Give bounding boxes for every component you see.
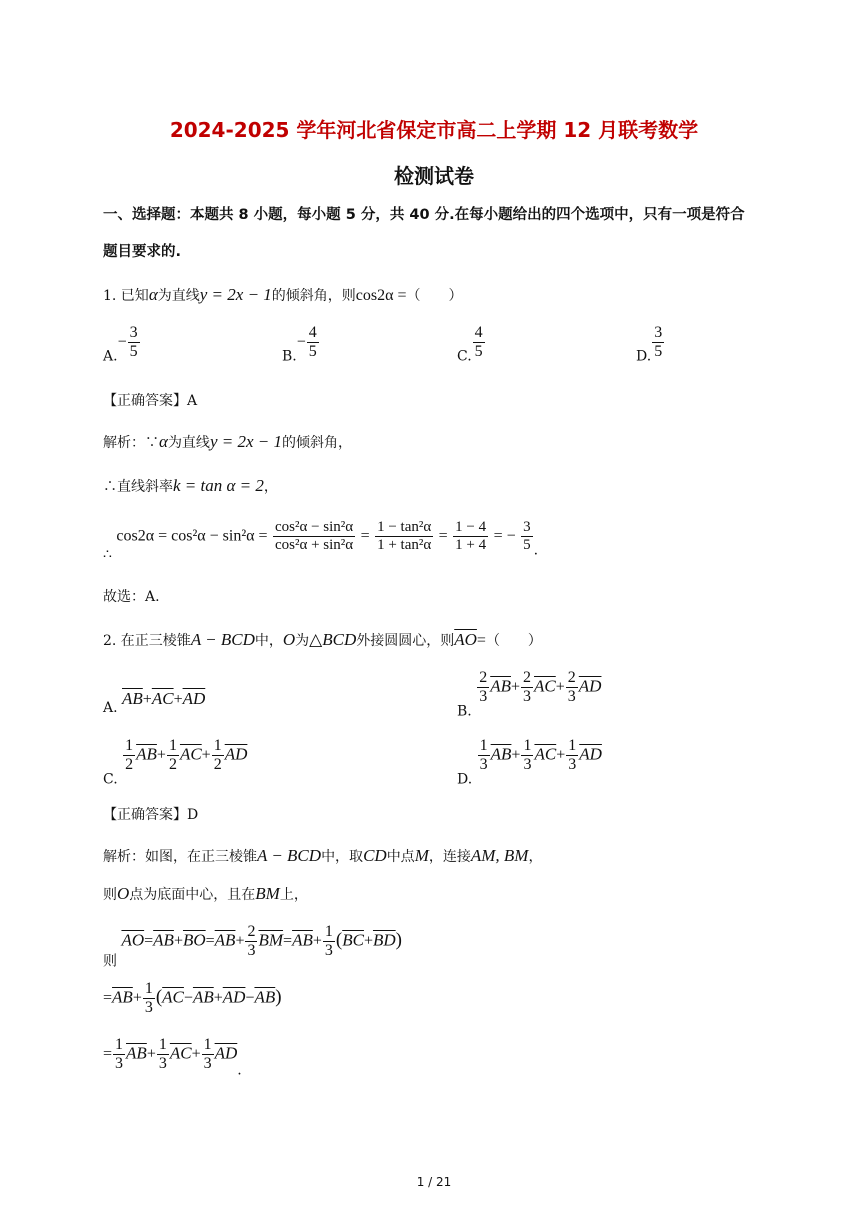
q2-c-den-1: 2 — [125, 756, 134, 773]
q2-option-b-label: B. — [457, 703, 472, 720]
q1-option-c — [457, 325, 486, 365]
q1-option-d-num: 3 — [654, 324, 663, 341]
q2-a-ad: $\overline{AD}$ — [182, 689, 206, 708]
q1-sol1-d: 的倾斜角， — [281, 435, 352, 451]
q2-pyramid: A − BCD — [190, 630, 255, 649]
q2-d-den-3: 3 — [568, 756, 577, 773]
q2-sol3-three-2: 3 — [324, 942, 333, 959]
q2-d-coef-3: 1 — [568, 737, 577, 754]
q1-cos2a: cos2α = — [355, 287, 407, 304]
q2-sol3-then: 则 — [103, 953, 117, 970]
q2-b-coef-2: 2 — [523, 669, 532, 686]
q1-sol3-eq-2: = — [438, 527, 448, 545]
q2-sol2-c: 上， — [279, 887, 308, 903]
q2-sol5-plus-2: + — [191, 1045, 201, 1063]
q1-stem-text-c: 的倾斜角，则 — [271, 288, 356, 304]
q2-option-d — [457, 738, 602, 788]
q2-sol3-bc: $\overline{BC}$ — [342, 930, 364, 950]
q2-option-b — [457, 670, 601, 720]
q2-sol3-bm: $\overline{BM}$ — [258, 930, 284, 950]
q2-sol4-three: 3 — [144, 999, 153, 1016]
q2-sol3-ab-3: $\overline{AB}$ — [292, 930, 313, 950]
q2-c-coef-1: 1 — [125, 737, 134, 754]
q1-solution-line-1 — [103, 432, 352, 452]
q1-sol3-f3-num: 1 − 4 — [455, 519, 487, 535]
q2-a-plus-2: + — [173, 691, 183, 708]
q2-solution-line-2 — [103, 884, 308, 904]
q1-sol3-neg: = − — [493, 527, 516, 545]
q2-sol3-plus-1: + — [173, 932, 183, 950]
q2-sol1-d: ，连接 — [428, 849, 471, 865]
q1-sol2-a: ∴直线斜率 — [103, 479, 173, 495]
q1-line-equation: y = 2x − 1 — [199, 285, 272, 304]
q2-sol4-eq: = — [103, 989, 113, 1007]
q2-sol3-two: 2 — [247, 923, 256, 940]
q1-sol3-f1-num: cos²α − sin²α — [274, 519, 354, 535]
q2-a-ab: $\overline{AB}$ — [122, 689, 143, 708]
q2-b-ac: $\overline{AC}$ — [534, 676, 556, 696]
q2-sol2-a: 则 — [103, 887, 117, 903]
q2-sol1-m: M — [414, 846, 429, 865]
q2-sol2-b: 点为底面中心，且在 — [129, 887, 256, 903]
q2-sol1-cd: CD — [363, 846, 387, 865]
q2-sol3-plus-4: + — [363, 932, 373, 950]
q2-b-den-2: 3 — [523, 688, 532, 705]
q2-sol5-ad: $\overline{AD}$ — [214, 1043, 238, 1063]
q1-answer: 【正确答案】A — [103, 393, 198, 409]
q2-b-den-1: 3 — [479, 688, 488, 705]
q2-sol5-one-1: 1 — [115, 1036, 124, 1053]
q1-sol3-f2-num: 1 − tan²α — [377, 519, 432, 535]
q1-option-b — [282, 325, 320, 365]
q2-sol5-plus-1: + — [146, 1045, 156, 1063]
q1-option-d-label: D. — [636, 348, 652, 365]
q1-sol3-lhs: cos2α = cos²α − sin²α = — [116, 527, 268, 545]
q2-sol5-one-2: 1 — [158, 1036, 167, 1053]
q2-sol3-rp: ) — [395, 929, 402, 951]
q2-a-plus-1: + — [142, 691, 152, 708]
q2-sol5-three-3: 3 — [203, 1055, 212, 1072]
q2-d-coef-2: 1 — [523, 737, 532, 754]
q2-b-plus-1: + — [510, 678, 521, 696]
q2-sol4-plus-2: + — [213, 989, 223, 1007]
q2-sol1-a: 解析：如图，在正三棱锥 — [103, 849, 257, 865]
q2-sol1-ambm: AM, BM — [470, 846, 529, 865]
q1-sol2-eq: k = tan α = 2 — [173, 476, 264, 495]
q2-sol3-plus-3: + — [312, 932, 322, 950]
q2-c-ab: $\overline{AB}$ — [136, 744, 157, 764]
section-heading: 一、选择题：本题共 8 小题，每小题 5 分，共 40 分.在每小题给出的四个选项中，只有一项是符合 — [103, 207, 745, 223]
q2-d-plus-2: + — [556, 746, 566, 764]
q1-sol2-b: ， — [263, 479, 278, 495]
q1-sol1-a: 解析：∵ — [103, 435, 159, 451]
q1-option-a-label: A. — [103, 348, 118, 365]
q2-sol4-ac: $\overline{AC}$ — [162, 987, 184, 1007]
q2-sol4-lp: ( — [155, 986, 163, 1008]
q2-option-a-label: A. — [103, 700, 118, 716]
q2-sol3-bd: $\overline{BD}$ — [372, 930, 396, 950]
q2-c-coef-2: 1 — [168, 737, 177, 754]
q2-sol4-ad: $\overline{AD}$ — [222, 987, 246, 1007]
q1-option-b-label: B. — [282, 348, 297, 365]
q2-solution-line-1 — [103, 846, 542, 866]
q1-sol3-r-den: 5 — [523, 537, 531, 553]
q2-answer: 【正确答案】D — [103, 807, 199, 823]
q1-alpha: α — [148, 285, 158, 304]
q1-option-a-num: 3 — [129, 324, 138, 341]
q2-c-ac: $\overline{AC}$ — [179, 744, 202, 764]
q2-stem-a: 2. 在正三棱锥 — [103, 633, 191, 649]
document-title: 2024-2025 学年河北省保定市高二上学期 12 月联考数学 — [169, 118, 699, 142]
q1-paren: （ ） — [406, 288, 463, 304]
q2-sol3-eq-1: = — [144, 932, 154, 950]
q2-sol1-e: ， — [528, 849, 543, 865]
q1-option-d — [636, 325, 665, 365]
q1-option-c-num: 4 — [474, 324, 483, 341]
q2-c-plus-1: + — [156, 746, 166, 764]
q1-sol1-c: 为直线 — [167, 435, 210, 451]
q2-c-den-2: 2 — [168, 756, 177, 773]
q2-sol5-three-1: 3 — [115, 1055, 124, 1072]
q2-sol5-one-3: 1 — [203, 1036, 212, 1053]
q2-c-ad: $\overline{AD}$ — [224, 744, 248, 764]
q1-solution-line-3 — [103, 520, 538, 563]
q2-b-ab: $\overline{AB}$ — [490, 676, 511, 696]
q1-sol3-dot: . — [533, 542, 539, 559]
q1-sol1-alpha: α — [159, 432, 168, 451]
q2-sol1-pyr: A − BCD — [257, 846, 322, 865]
q2-c-den-3: 2 — [213, 756, 222, 773]
q2-sol2-o: O — [117, 884, 130, 903]
q1-option-b-num: 4 — [308, 324, 317, 341]
q2-stem-c: 为 — [295, 633, 310, 649]
q2-solution-line-3 — [103, 924, 402, 971]
q2-c-plus-2: + — [201, 746, 211, 764]
q1-option-c-label: C. — [457, 348, 472, 365]
q1-sol3-f3-den: 1 + 4 — [455, 537, 487, 553]
q1-stem-text-b: 为直线 — [157, 288, 200, 304]
q2-c-coef-3: 1 — [213, 737, 222, 754]
q2-sol3-plus-2: + — [235, 932, 245, 950]
q2-sol4-minus-2: − — [245, 989, 255, 1007]
q2-sol3-three-1: 3 — [247, 942, 256, 959]
q1-option-a — [103, 325, 141, 365]
q2-option-a — [103, 689, 205, 716]
q2-d-ab: $\overline{AB}$ — [490, 744, 512, 764]
q2-option-d-label: D. — [457, 771, 473, 788]
q2-stem-d: 外接圆圆心，则 — [356, 633, 455, 649]
q1-sol3-r-num: 3 — [523, 519, 531, 535]
q2-sol4-minus-1: − — [183, 989, 193, 1007]
section-heading-continued: 题目要求的. — [103, 244, 182, 260]
q2-sol3-ao: $\overline{AO}$ — [121, 930, 145, 950]
q2-d-ac: $\overline{AC}$ — [534, 744, 557, 764]
q2-solution-line-4 — [103, 981, 282, 1016]
q2-sol1-b: 中，取 — [321, 849, 364, 865]
q2-sol4-ab-2: $\overline{AB}$ — [192, 987, 214, 1007]
document-subtitle: 检测试卷 — [394, 164, 474, 188]
q1-solution-line-2 — [103, 476, 278, 496]
q2-sol2-bm: BM — [255, 884, 280, 903]
page-number: 1 / 21 — [416, 1175, 452, 1189]
q2-eq: = — [476, 632, 486, 649]
q2-b-plus-2: + — [555, 678, 565, 696]
q1-option-a-den: 5 — [129, 343, 138, 360]
q1-stem-text-a: 1. 已知 — [103, 288, 149, 304]
q1-option-c-den: 5 — [474, 343, 483, 360]
q2-paren: （ ） — [485, 633, 542, 649]
q2-sol4-rp: ) — [275, 986, 282, 1008]
q2-sol5-three-2: 3 — [158, 1055, 167, 1072]
q2-sol4-ab-3: $\overline{AB}$ — [254, 987, 276, 1007]
q2-b-den-3: 3 — [567, 688, 576, 705]
q2-sol4-one: 1 — [144, 980, 153, 997]
q2-b-ad: $\overline{AD}$ — [578, 676, 602, 696]
q2-option-c — [103, 738, 247, 788]
q2-vector-ao: $\overline{AO}$ — [454, 630, 477, 649]
q2-sol3-one: 1 — [324, 923, 333, 940]
q1-sol1-eq: y = 2x − 1 — [209, 432, 282, 451]
q2-sol1-c: 中点 — [386, 849, 415, 865]
q2-sol3-eq-2: = — [205, 932, 215, 950]
q2-d-den-2: 3 — [523, 756, 532, 773]
q1-sol3-therefore: ∴ — [103, 546, 112, 563]
q1-sol3-f2-den: 1 + tan²α — [377, 537, 432, 553]
q1-option-b-sign: − — [296, 333, 306, 351]
q2-a-ac: $\overline{AC}$ — [151, 689, 174, 708]
q2-sol4-ab-1: $\overline{AB}$ — [112, 987, 133, 1007]
q2-sol5-ac: $\overline{AC}$ — [169, 1043, 192, 1063]
q2-o: O — [282, 630, 296, 649]
q2-sol3-bo: $\overline{BO}$ — [182, 930, 206, 950]
q1-option-b-den: 5 — [308, 343, 317, 360]
q1-sol3-f1-den: cos²α + sin²α — [274, 537, 354, 553]
q1-option-d-den: 5 — [654, 343, 663, 360]
q2-sol4-plus-1: + — [132, 989, 142, 1007]
q2-stem-b: 中， — [254, 633, 283, 649]
q2-sol5-ab: $\overline{AB}$ — [126, 1043, 147, 1063]
q2-triangle: △BCD — [309, 630, 357, 649]
q2-sol5-eq: = — [103, 1045, 113, 1063]
q2-sol3-eq-3: = — [283, 932, 293, 950]
q1-choose: 故选：A. — [103, 589, 160, 605]
q2-d-den-1: 3 — [479, 756, 488, 773]
q1-sol3-eq-1: = — [360, 527, 370, 545]
q1-option-a-sign: − — [117, 333, 127, 351]
q2-sol3-ab-2: $\overline{AB}$ — [214, 930, 236, 950]
q2-d-ad: $\overline{AD}$ — [579, 744, 602, 764]
q2-sol5-dot: . — [237, 1062, 242, 1079]
q2-sol3-lp: ( — [335, 929, 343, 951]
q2-d-coef-1: 1 — [479, 737, 488, 754]
question-1-stem — [103, 285, 463, 305]
q2-b-coef-1: 2 — [479, 669, 488, 686]
q2-solution-line-5 — [103, 1037, 242, 1079]
q2-option-c-label: C. — [103, 771, 118, 788]
q2-sol3-ab-1: $\overline{AB}$ — [153, 930, 174, 950]
question-2-stem — [103, 630, 542, 650]
q2-b-coef-3: 2 — [567, 669, 576, 686]
q2-d-plus-1: + — [511, 746, 521, 764]
